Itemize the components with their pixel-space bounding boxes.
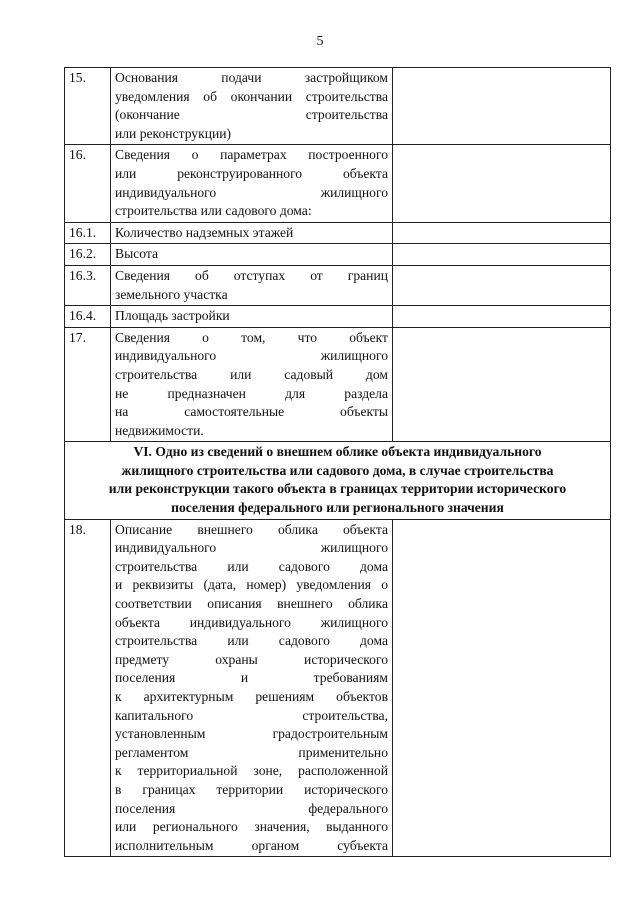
table-row	[65, 222, 611, 244]
section-heading-line: поселения федерального или регионального значения	[171, 500, 504, 516]
value-cell	[393, 327, 611, 442]
row-description	[111, 68, 393, 145]
row-number: 16.	[65, 145, 111, 222]
value-cell	[393, 265, 611, 305]
table-row	[65, 145, 611, 222]
description-line: Сведения о параметрах построенного	[115, 147, 388, 163]
section-heading-row	[65, 442, 611, 519]
page-number: 5	[316, 34, 324, 49]
description-line: строительства или садового дома	[115, 633, 388, 649]
value-cell	[393, 519, 611, 857]
row-number: 16.4.	[65, 306, 111, 328]
description-line: и реквизиты (дата, номер) уведомления о	[115, 577, 388, 593]
value-cell	[393, 68, 611, 145]
section-heading-line: или реконструкции такого объекта в границах территории исторического	[108, 481, 567, 497]
row-description	[111, 244, 393, 266]
section-heading-line: VI. Одно из сведений о внешнем облике объекта индивидуального	[133, 444, 542, 460]
description-line: Количество надземных этажей	[115, 224, 294, 240]
description-line: или реконструкции)	[115, 125, 232, 141]
description-line: индивидуального жилищного	[115, 348, 388, 364]
description-line: или реконструированного объекта	[115, 165, 388, 181]
row-number: 16.2.	[65, 244, 111, 266]
value-cell	[393, 244, 611, 266]
description-line: недвижимости.	[115, 422, 204, 438]
description-line: предмету охраны исторического	[115, 651, 388, 667]
description-line: установленным градостроительным	[115, 726, 388, 742]
description-line: объекта индивидуального жилищного	[115, 614, 388, 630]
row-number: 15.	[65, 68, 111, 145]
description-line: Основания подачи застройщиком	[115, 70, 388, 85]
description-line: исполнительным органом субъекта	[115, 837, 388, 853]
description-line: не предназначен для раздела	[115, 385, 388, 401]
description-line: регламентом применительно	[115, 744, 388, 760]
table-row	[65, 265, 611, 305]
description-line: индивидуального жилищного	[115, 184, 388, 200]
form-table	[64, 67, 611, 857]
description-line: на самостоятельные объекты	[115, 404, 388, 420]
description-line: строительства или садовый дом	[115, 366, 388, 382]
row-number: 16.3.	[65, 265, 111, 305]
value-cell	[393, 306, 611, 328]
row-description	[111, 265, 393, 305]
row-number: 18.	[65, 519, 111, 857]
table-row	[65, 306, 611, 328]
row-description	[111, 306, 393, 328]
table-row	[65, 519, 611, 857]
row-description	[111, 519, 393, 857]
description-line: строительства или садового дома	[115, 558, 388, 574]
description-line: в границах территории исторического	[115, 781, 388, 797]
description-line: капитального строительства,	[115, 707, 388, 723]
row-number: 17.	[65, 327, 111, 442]
description-line: или регионального значения, выданного	[115, 819, 388, 835]
description-line: соответствии описания внешнего облика	[115, 596, 388, 612]
description-line: поселения федерального	[115, 800, 388, 816]
row-description	[111, 222, 393, 244]
description-line: Описание внешнего облика объекта	[115, 521, 388, 537]
table-row	[65, 244, 611, 266]
value-cell	[393, 145, 611, 222]
section-heading	[65, 442, 611, 519]
description-line: к территориальной зоне, расположенной	[115, 763, 388, 779]
table-row	[65, 327, 611, 442]
description-line: (окончание строительства	[115, 107, 388, 123]
description-line: Высота	[115, 246, 158, 262]
description-line: Площадь застройки	[115, 308, 230, 324]
table-body	[65, 68, 611, 857]
description-line: строительства или садового дома:	[115, 203, 312, 219]
description-line: индивидуального жилищного	[115, 540, 388, 556]
description-line: Сведения об отступах от границ	[115, 267, 388, 283]
value-cell	[393, 222, 611, 244]
row-description	[111, 327, 393, 442]
description-line: поселения и требованиям	[115, 670, 388, 686]
description-line: уведомления об окончании строительства	[115, 88, 388, 104]
section-heading-line: жилищного строительства или садового дома, в случае строительства	[121, 462, 554, 478]
row-description	[111, 145, 393, 222]
table-row	[65, 68, 611, 145]
description-line: к архитектурным решениям объектов	[115, 689, 388, 704]
description-line: земельного участка	[115, 286, 228, 302]
row-number: 16.1.	[65, 222, 111, 244]
description-line: Сведения о том, что объект	[115, 329, 388, 345]
